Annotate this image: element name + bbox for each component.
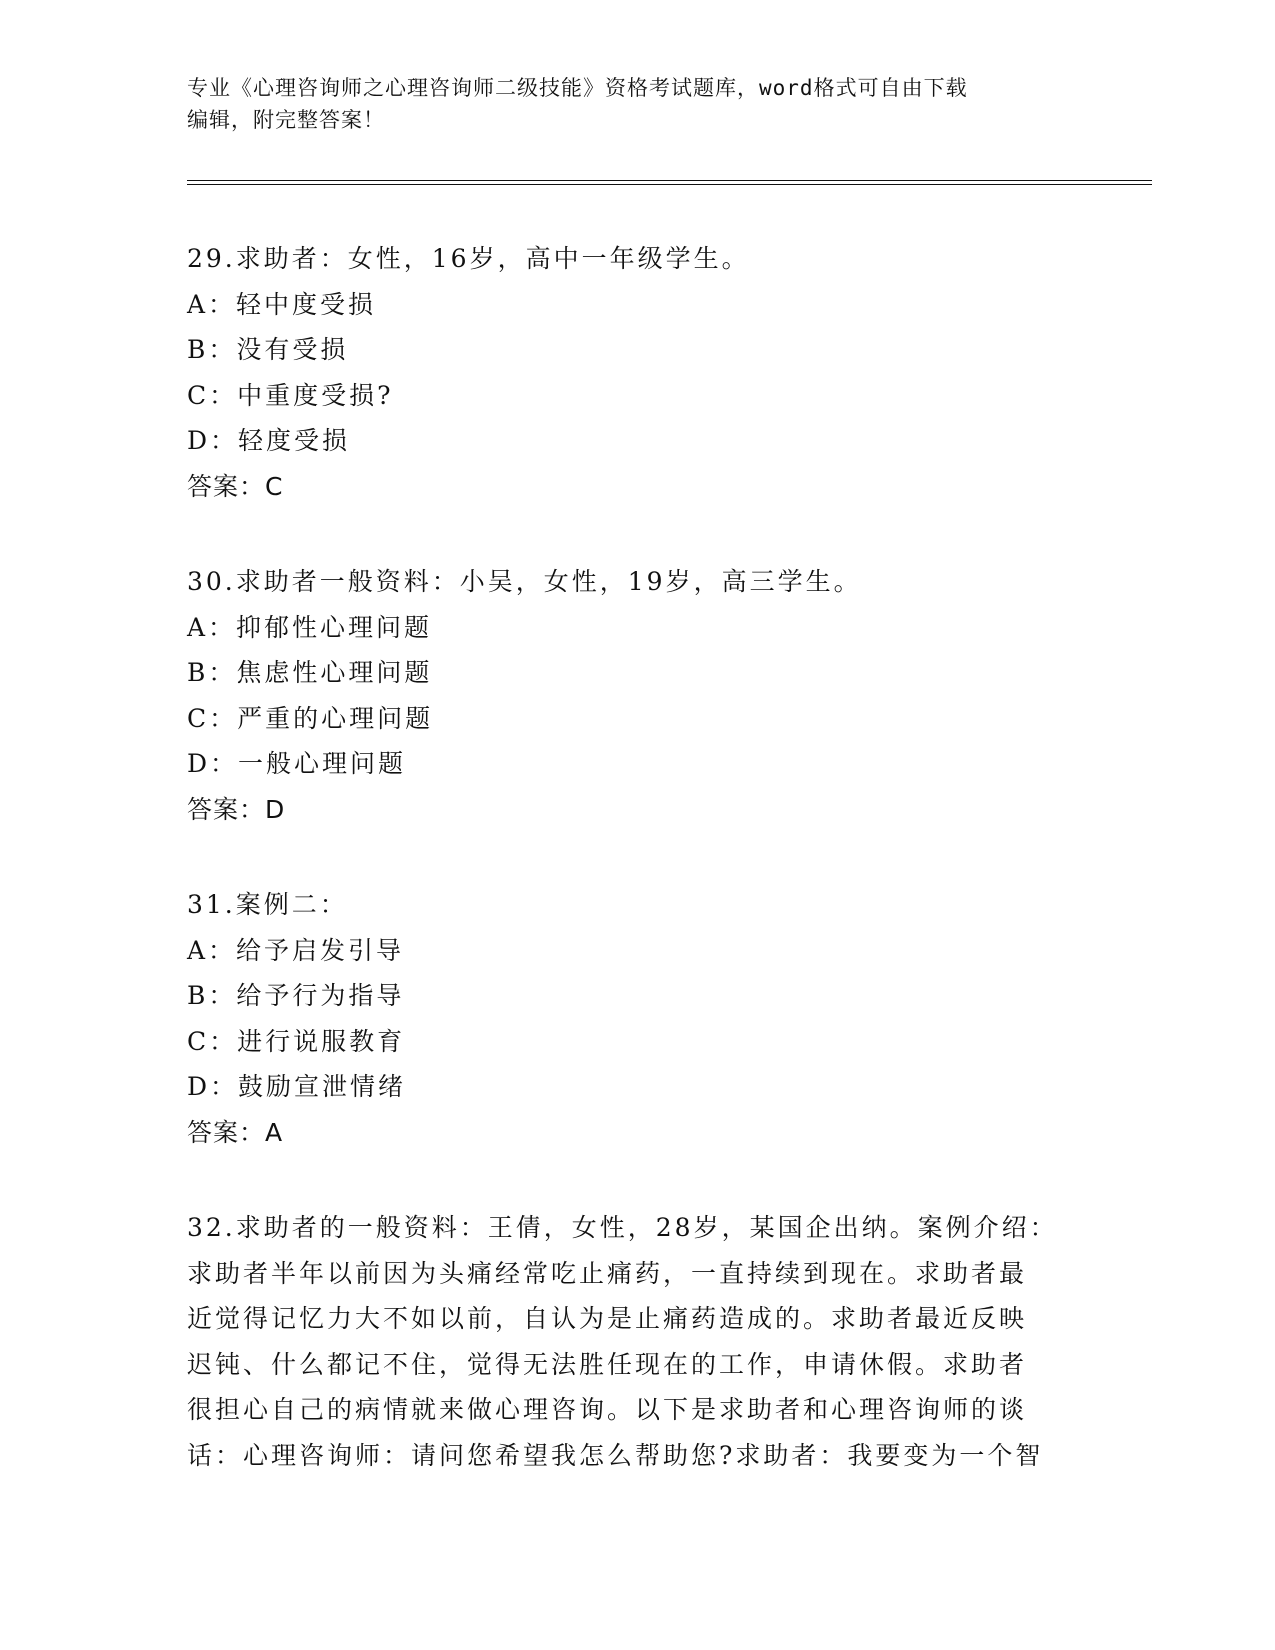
option-d: D：一般心理问题 [187, 749, 407, 778]
answer: 答案：D [187, 794, 286, 824]
header-divider-bottom [187, 184, 1152, 185]
option-a: A：给予启发引导 [187, 935, 405, 965]
question-30 [187, 559, 1087, 832]
option-a: A：抑郁性心理问题 [187, 612, 433, 642]
question-32-line: 话：心理咨询师：请问您希望我怎么帮助您?求助者：我要变为一个智 [187, 1440, 1044, 1470]
option-c: C：严重的心理问题 [187, 703, 434, 733]
document-header [187, 72, 1067, 136]
question-stem: 30.求助者一般资料：小吴，女性，19岁，高三学生。 [187, 567, 862, 596]
question-32-line: 近觉得记忆力大不如以前，自认为是止痛药造成的。求助者最近反映 [187, 1304, 1028, 1333]
question-32-line: 32.求助者的一般资料：王倩，女性，28岁，某国企出纳。案例介绍： [187, 1213, 1058, 1242]
question-29 [187, 236, 1087, 509]
option-d: D：鼓励宣泄情绪 [187, 1072, 407, 1101]
header-divider-top [187, 180, 1152, 181]
question-list [187, 236, 1087, 1478]
option-b: B：没有受损 [187, 335, 349, 364]
option-b: B：给予行为指导 [187, 981, 405, 1010]
option-c: C：中重度受损? [187, 380, 394, 410]
answer: 答案：A [187, 1117, 284, 1147]
option-c: C：进行说服教育 [187, 1026, 406, 1056]
header-line-1: 专业《心理咨询师之心理咨询师二级技能》资格考试题库，word格式可自由下载 [187, 76, 968, 100]
option-d: D：轻度受损 [187, 426, 351, 455]
question-32-line: 求助者半年以前因为头痛经常吃止痛药，一直持续到现在。求助者最 [187, 1258, 1028, 1288]
question-stem: 31.案例二： [187, 890, 348, 919]
option-b: B：焦虑性心理问题 [187, 658, 433, 687]
question-32-line: 迟钝、什么都记不住，觉得无法胜任现在的工作，申请休假。求助者 [187, 1349, 1028, 1379]
answer: 答案：C [187, 471, 284, 501]
question-32 [187, 1205, 1067, 1478]
option-a: A：轻中度受损 [187, 289, 377, 319]
header-line-2: 编辑，附完整答案！ [187, 108, 385, 132]
question-32-line: 很担心自己的病情就来做心理咨询。以下是求助者和心理咨询师的谈 [187, 1395, 1028, 1424]
question-stem: 29.求助者：女性，16岁，高中一年级学生。 [187, 244, 750, 273]
question-31 [187, 882, 1087, 1155]
